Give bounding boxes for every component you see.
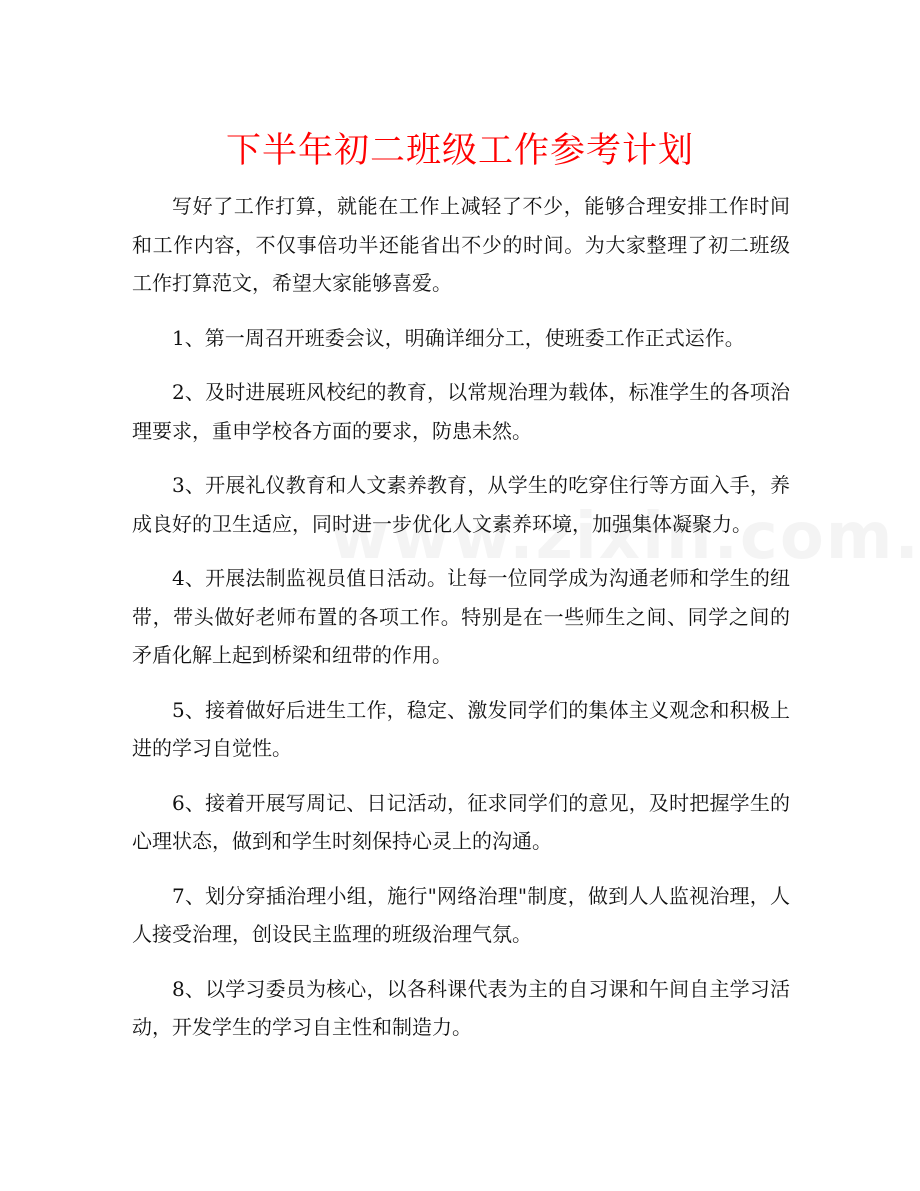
plan-item-6: 6、接着开展写周记、日记活动，征求同学们的意见，及时把握学生的心理状态，做到和学生时刻保持心灵上的沟通。 [132,790,790,853]
plan-item-4: 4、开展法制监视员值日活动。让每一位同学成为沟通老师和学生的纽带，带头做好老师布置的各项工作。特别是在一些师生之间、同学之间的矛盾化解上起到桥梁和纽带的作用。 [132,566,790,667]
document-title: 下半年初二班级工作参考计划 [225,131,694,171]
document-body [132,187,790,1063]
plan-item-3: 3、开展礼仪教育和人文素养教育，从学生的吃穿住行等方面入手，养成良好的卫生适应，同时进一步优化人文素养环境，加强集体凝聚力。 [132,473,790,536]
plan-item-7: 7、划分穿插治理小组，施行"网络治理"制度，做到人人监视治理，人人接受治理，创设民主监理的班级治理气氛。 [132,883,790,946]
intro-paragraph: 写好了工作打算，就能在工作上减轻了不少，能够合理安排工作时间和工作内容，不仅事倍功半还能省出不少的时间。为大家整理了初二班级工作打算范文，希望大家能够喜爱。 [132,194,790,295]
plan-item-1: 1、第一周召开班委会议，明确详细分工，使班委工作正式运作。 [172,325,745,350]
plan-item-2: 2、及时进展班风校纪的教育，以常规治理为载体，标准学生的各项治理要求，重申学校各方面的要求，防患未然。 [132,380,790,443]
plan-item-5: 5、接着做好后进生工作，稳定、激发同学们的集体主义观念和积极上进的学习自觉性。 [132,697,790,760]
plan-item-8: 8、以学习委员为核心，以各科课代表为主的自习课和午间自主学习活动，开发学生的学习自主性和制造力。 [132,976,790,1039]
